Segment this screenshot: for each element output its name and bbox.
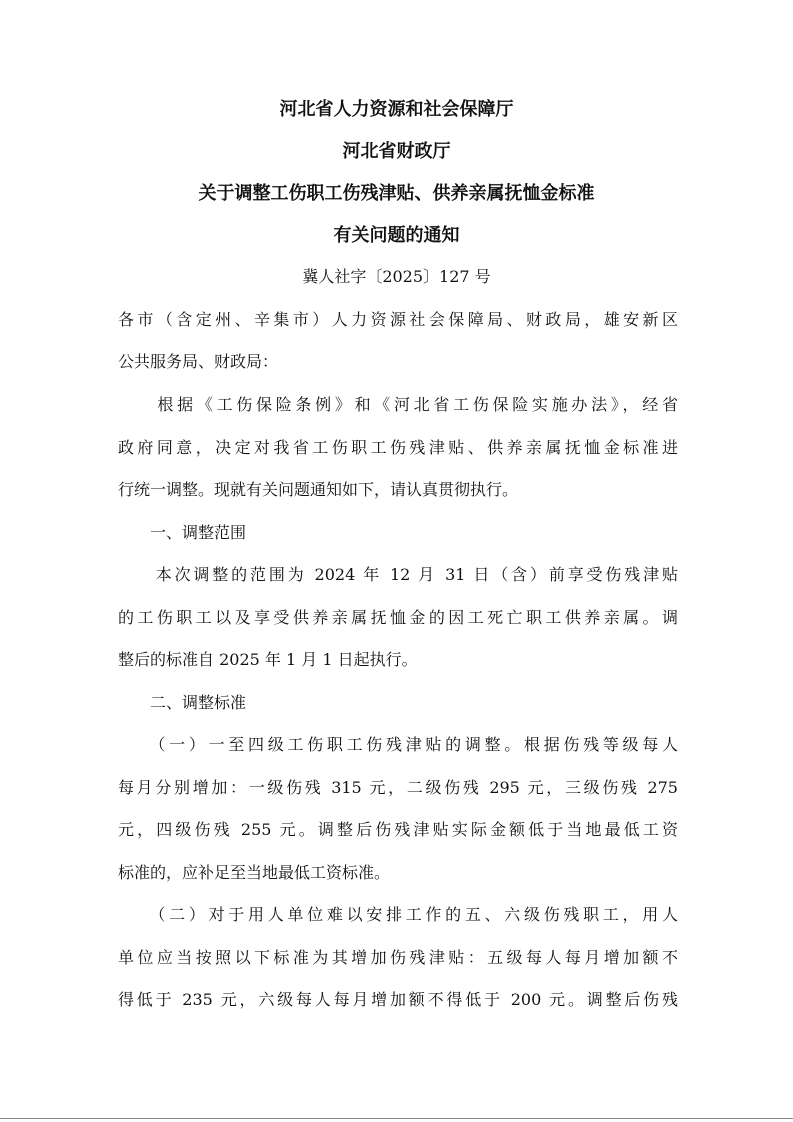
item1-line: （一）一至四级工伤职工伤残津贴的调整。根据伤残等级每人 (118, 735, 678, 754)
notice-title-1: 关于调整工伤职工伤残津贴、供养亲属抚恤金标准 (198, 183, 595, 204)
item2-line: （二）对于用人单位难以安排工作的五、六级伤残职工，用人 (118, 905, 678, 924)
item1-line: 每月分别增加：一级伤残 315 元，二级伤残 295 元，三级伤残 275 (118, 778, 678, 797)
intro-line: 行统一调整。现就有关问题通知如下，请认真贯彻执行。 (118, 480, 519, 499)
issuer-title-2: 河北省财政厅 (342, 141, 451, 162)
section1-line: 本次调整的范围为 2024 年 12 月 31 日（含）前享受伤残津贴 (118, 565, 678, 584)
section-heading-2: 二、调整标准 (118, 693, 247, 712)
section1-line: 整后的标准自 2025 年 1 月 1 日起执行。 (118, 650, 418, 669)
notice-title-2: 有关问题的通知 (333, 225, 460, 246)
addressee-line: 公共服务局、财政局： (118, 352, 279, 371)
section1-line: 的工伤职工以及享受供养亲属抚恤金的因工死亡职工供养亲属。调 (118, 608, 678, 627)
issuer-title-1: 河北省人力资源和社会保障厅 (279, 99, 514, 120)
item1-line: 元，四级伤残 255 元。调整后伤残津贴实际金额低于当地最低工资 (118, 820, 678, 839)
item2-line: 单位应当按照以下标准为其增加伤残津贴：五级每人每月增加额不 (118, 948, 678, 967)
section-heading-1: 一、调整范围 (118, 523, 247, 542)
item2-line: 得低于 235 元，六级每人每月增加额不得低于 200 元。调整后伤残 (118, 990, 678, 1009)
intro-line: 根据《工伤保险条例》和《河北省工伤保险实施办法》，经省 (118, 395, 678, 414)
intro-line: 政府同意，决定对我省工伤职工伤残津贴、供养亲属抚恤金标准进 (118, 438, 678, 457)
addressee-line: 各市（含定州、辛集市）人力资源社会保障局、财政局，雄安新区 (118, 310, 678, 329)
page-bottom-divider (0, 1118, 793, 1119)
document-number: 冀人社字〔2025〕127 号 (302, 267, 491, 286)
item1-line: 标准的，应补足至当地最低工资标准。 (118, 863, 391, 882)
